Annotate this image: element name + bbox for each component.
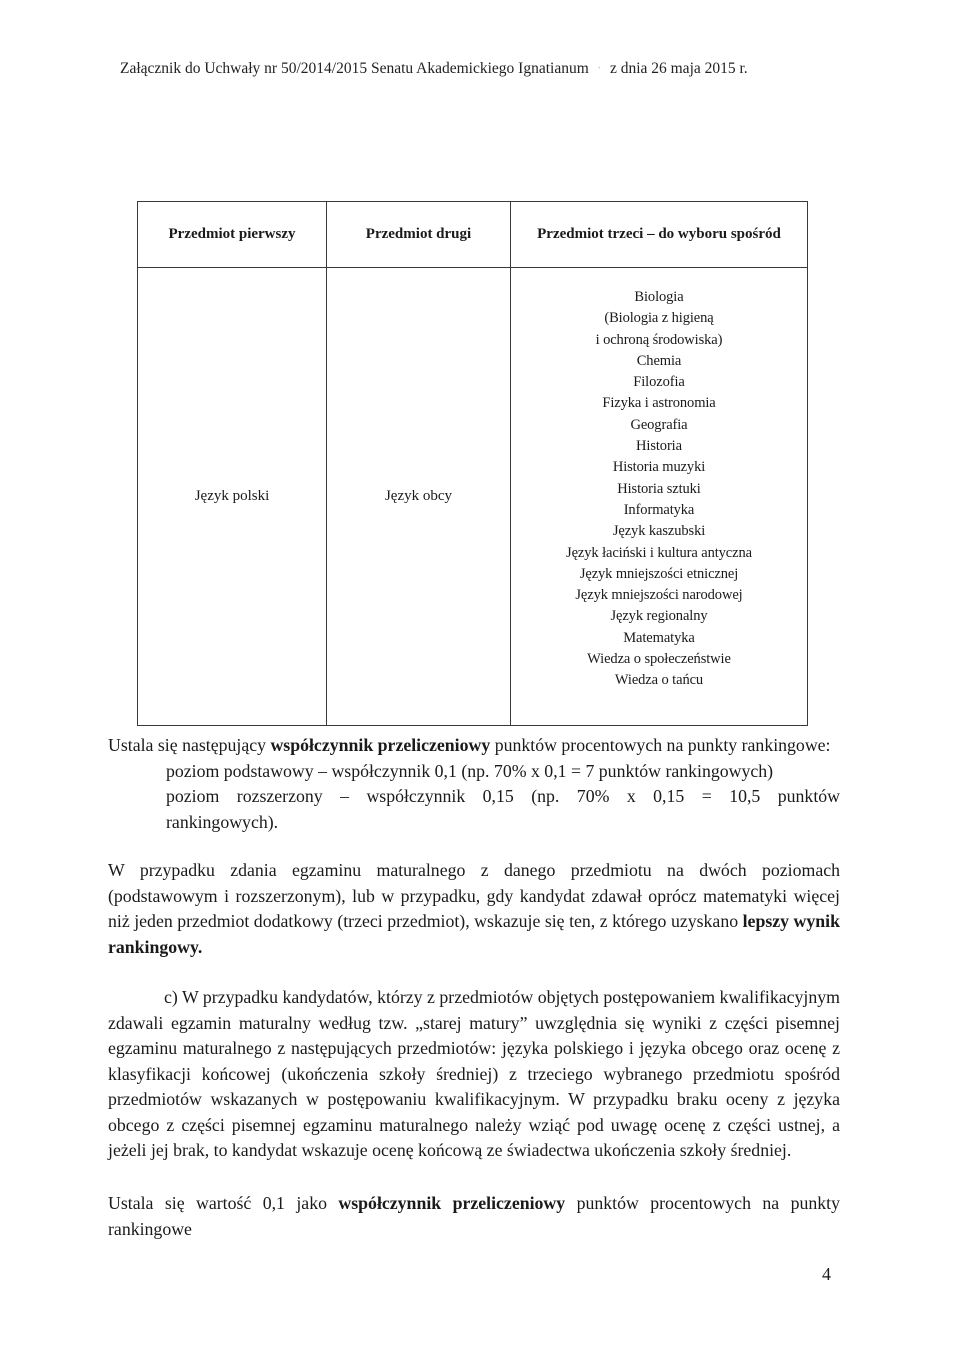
list-item: Język kaszubski xyxy=(612,523,706,540)
list-item: Biologia xyxy=(634,289,684,305)
better-result-term: lepszy wynik rankingowy. xyxy=(108,911,840,957)
two-levels-text: W przypadku zdania egzaminu maturalnego z danego przedmiotu na dwóch poziomach (podstawowym i rozszerzonym), lub w przypadku, gdy kandydat zdawał oprócz matematyki więcej niż jeden przedmiot dodatkowy (trzeci przedmiot), wskazuje się ten, z którego uzyskano xyxy=(108,860,840,931)
header-subject-second: Przedmiot drugi xyxy=(327,202,511,268)
list-item: Język regionalny xyxy=(610,608,708,625)
old-matura-text: c) W przypadku kandydatów, którzy z przedmiotów objętych postępowaniem kwalifikacyjnym zdawali egzamin maturalny według tzw. „starej matury” uwzględnia się wyniki z części pisemnej egzaminu maturalnego z następujących przedmiotów: języka polskiego i języka obcego oraz ocenę z klasyfikacji końcowej (ukończenia szkoły średniej) z trzeciego wybranego przedmiotu spośród przedmiotów wskazanych w postępowaniu kwalifikacyjnym. W przypadku braku oceny z języka obcego z części pisemnej egzaminu maturalnego należy wziąć pod uwagę ocenę z części ustnej, a jeżeli jej brak, to kandydat wskazuje ocenę końcową ze świadectwa ukończenia szkoły średniej. xyxy=(108,987,840,1160)
list-item: Wiedza o tańcu xyxy=(614,672,704,689)
list-item: Informatyka xyxy=(623,501,695,518)
list-item: Język mniejszości narodowej xyxy=(575,587,743,604)
list-item: (Biologia z higieną xyxy=(604,310,714,327)
old-matura-paragraph xyxy=(108,985,840,1164)
level-extended-line-end: rankingowych). xyxy=(166,811,279,832)
header-date: z dnia 26 maja 2015 r. xyxy=(609,60,748,77)
header-subject-third: Przedmiot trzeci – do wyboru spośród xyxy=(511,202,808,268)
old-coefficient-lead: Ustala się wartość 0,1 jako xyxy=(108,1193,327,1213)
coefficient-lead: Ustala się następujący xyxy=(108,735,266,755)
subject-third-options xyxy=(511,268,808,726)
header-separator: · xyxy=(596,60,602,77)
list-item: Język mniejszości etnicznej xyxy=(579,565,739,582)
level-extended-line: poziom rozszerzony – współczynnik 0,15 (np. 70% x 0,15 = 10,5 punktów xyxy=(166,786,840,806)
list-item: Chemia xyxy=(636,352,682,369)
subject-first-cell: Język polski xyxy=(138,268,327,726)
list-item: Geografia xyxy=(630,416,688,433)
two-levels-paragraph xyxy=(108,858,840,960)
header-resolution: Załącznik do Uchwały nr 50/2014/2015 Senatu Akademickiego Ignatianum xyxy=(120,60,589,77)
header-subject-first: Przedmiot pierwszy xyxy=(138,202,327,268)
list-item: Historia xyxy=(636,438,682,455)
document-header xyxy=(120,60,748,78)
list-item: Matematyka xyxy=(623,629,695,646)
coefficient-term: współczynnik przeliczeniowy xyxy=(270,735,491,755)
old-coefficient-term: współczynnik przeliczeniowy xyxy=(338,1193,566,1213)
subject-second-cell: Język obcy xyxy=(327,268,511,726)
list-item: Wiedza o społeczeństwie xyxy=(587,651,731,668)
coefficient-paragraph xyxy=(108,733,840,835)
coefficient-tail: punktów procentowych na punkty rankingowe: xyxy=(494,735,831,755)
level-basic-line: poziom podstawowy – współczynnik 0,1 (np. 70% x 0,1 = 7 punktów rankingowych) xyxy=(166,760,774,781)
list-item: Filozofia xyxy=(633,374,685,391)
list-item: Język łaciński i kultura antyczna xyxy=(566,544,752,561)
old-matura-coefficient-paragraph xyxy=(108,1191,840,1242)
page-number: 4 xyxy=(822,1264,831,1284)
list-item: Historia sztuki xyxy=(617,480,701,497)
table-row xyxy=(138,268,808,726)
list-item: i ochroną środowiska) xyxy=(595,331,723,348)
list-item: Fizyka i astronomia xyxy=(602,395,716,412)
list-item: Historia muzyki xyxy=(612,459,706,476)
old-coefficient-tail: punktów procentowych na punkty rankingowe xyxy=(108,1193,840,1239)
coefficient-intro xyxy=(108,733,840,759)
table-header-row xyxy=(138,202,808,268)
subjects-table xyxy=(137,201,808,726)
